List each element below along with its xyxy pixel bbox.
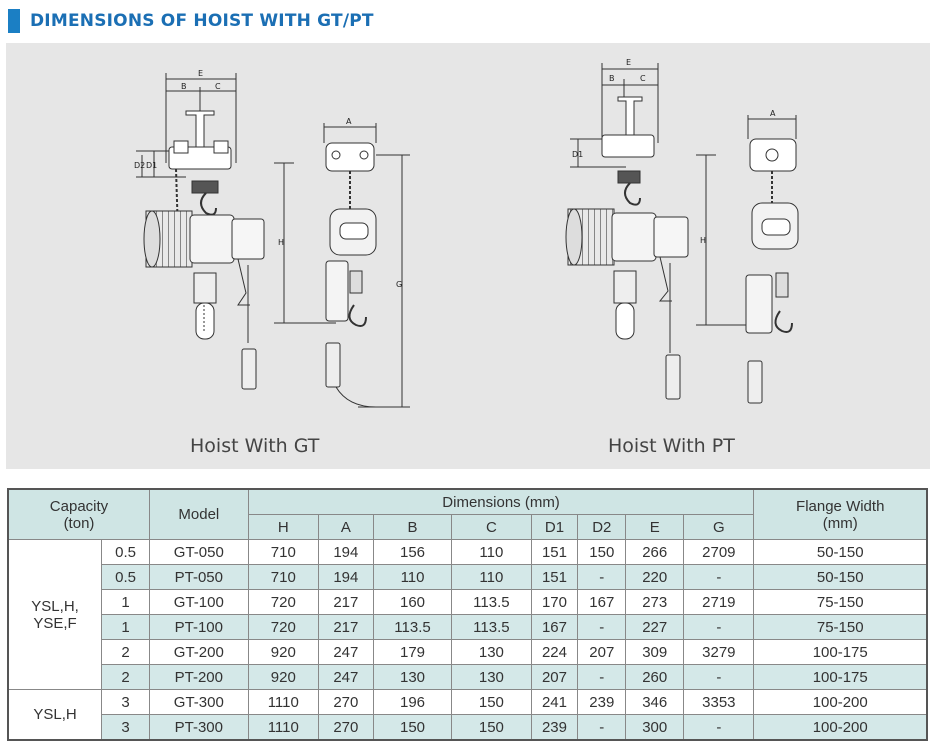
- table-cell: 207: [531, 665, 578, 690]
- table-cell: GT-200: [149, 640, 248, 665]
- table-cell: 151: [531, 540, 578, 565]
- table-cell: 3353: [684, 690, 754, 715]
- table-cell: -: [578, 665, 626, 690]
- pt-label-a: A: [770, 109, 776, 118]
- table-cell: 113.5: [452, 590, 531, 615]
- table-cell: GT-100: [149, 590, 248, 615]
- hoist-diagram: [6, 43, 930, 469]
- pt-front-view: [746, 115, 798, 403]
- table-cell: -: [578, 615, 626, 640]
- table-cell: 266: [626, 540, 684, 565]
- table-cell: 50-150: [754, 565, 927, 590]
- gt-side-view: [136, 73, 336, 389]
- table-cell: 720: [248, 590, 318, 615]
- table-cell: 207: [578, 640, 626, 665]
- table-cell: PT-300: [149, 715, 248, 741]
- table-cell: 0.5: [102, 540, 150, 565]
- table-cell: 239: [578, 690, 626, 715]
- table-cell: 710: [248, 540, 318, 565]
- table-row: [8, 640, 927, 665]
- table-cell: 224: [531, 640, 578, 665]
- table-cell: 346: [626, 690, 684, 715]
- header-dim-h: H: [248, 515, 318, 540]
- caption-hoist-gt: Hoist With GT: [190, 435, 320, 457]
- hoist-diagram-panel: [6, 43, 930, 469]
- table-cell: 920: [248, 640, 318, 665]
- table-cell: GT-050: [149, 540, 248, 565]
- pt-label-e: E: [626, 58, 632, 67]
- gt-front-view: [324, 123, 410, 407]
- header-dim-a: A: [318, 515, 373, 540]
- table-row: [8, 615, 927, 640]
- table-cell: 1110: [248, 715, 318, 741]
- gt-label-g: G: [396, 280, 403, 289]
- pt-label-b: B: [609, 74, 615, 83]
- table-cell: 130: [373, 665, 451, 690]
- header-flange-width: Flange Width (mm): [754, 489, 927, 540]
- table-cell: 241: [531, 690, 578, 715]
- table-cell: 150: [373, 715, 451, 741]
- table-cell: 100-175: [754, 640, 927, 665]
- table-cell: 1: [102, 615, 150, 640]
- table-row: [8, 565, 927, 590]
- table-cell: 150: [452, 715, 531, 741]
- table-cell: 270: [318, 715, 373, 741]
- table-cell: 273: [626, 590, 684, 615]
- table-cell: 196: [373, 690, 451, 715]
- table-cell: 220: [626, 565, 684, 590]
- table-row: [8, 715, 927, 741]
- header-accent-bar: [8, 9, 20, 33]
- header-dim-d1: D1: [531, 515, 578, 540]
- table-row: [8, 540, 927, 565]
- table-cell: 179: [373, 640, 451, 665]
- table-cell: 247: [318, 665, 373, 690]
- table-cell: 110: [452, 565, 531, 590]
- gt-label-a: A: [346, 117, 352, 126]
- table-cell: 2719: [684, 590, 754, 615]
- table-cell: 100-175: [754, 665, 927, 690]
- table-cell: 3279: [684, 640, 754, 665]
- table-cell: 100-200: [754, 690, 927, 715]
- header-model: Model: [149, 489, 248, 540]
- header-dim-b: B: [373, 515, 451, 540]
- table-cell: 75-150: [754, 615, 927, 640]
- table-cell: 194: [318, 540, 373, 565]
- section-title: DIMENSIONS OF HOIST WITH GT/PT: [30, 11, 374, 31]
- table-cell: 100-200: [754, 715, 927, 741]
- header-dimensions: Dimensions (mm): [248, 489, 754, 515]
- pt-label-d1: D1: [572, 150, 584, 159]
- table-cell: -: [578, 715, 626, 741]
- table-cell: -: [684, 565, 754, 590]
- header-dim-d2: D2: [578, 515, 626, 540]
- table-cell: 2: [102, 665, 150, 690]
- table-cell: PT-050: [149, 565, 248, 590]
- table-cell: 170: [531, 590, 578, 615]
- table-cell: 110: [452, 540, 531, 565]
- gt-label-c: C: [215, 82, 221, 91]
- section-header: [8, 8, 374, 34]
- table-cell: 75-150: [754, 590, 927, 615]
- table-cell: -: [684, 715, 754, 741]
- table-cell: 217: [318, 615, 373, 640]
- table-cell: -: [578, 565, 626, 590]
- gt-label-b: B: [181, 82, 187, 91]
- table-cell: PT-200: [149, 665, 248, 690]
- table-row: [8, 665, 927, 690]
- table-cell: 0.5: [102, 565, 150, 590]
- table-cell: 113.5: [373, 615, 451, 640]
- table-cell: 113.5: [452, 615, 531, 640]
- table-cell: 1: [102, 590, 150, 615]
- table-cell: 3: [102, 690, 150, 715]
- table-cell: 247: [318, 640, 373, 665]
- table-cell: 710: [248, 565, 318, 590]
- header-dim-c: C: [452, 515, 531, 540]
- table-cell: 217: [318, 590, 373, 615]
- series-group-cell: YSL,H, YSE,F: [8, 540, 102, 690]
- dimensions-table: [7, 488, 928, 741]
- table-cell: 160: [373, 590, 451, 615]
- table-row: [8, 590, 927, 615]
- table-cell: 260: [626, 665, 684, 690]
- table-cell: PT-100: [149, 615, 248, 640]
- table-cell: 3: [102, 715, 150, 741]
- pt-side-view: [566, 63, 762, 399]
- header-dim-g: G: [684, 515, 754, 540]
- table-cell: 920: [248, 665, 318, 690]
- table-cell: 50-150: [754, 540, 927, 565]
- header-dim-e: E: [626, 515, 684, 540]
- table-cell: -: [684, 665, 754, 690]
- table-cell: GT-300: [149, 690, 248, 715]
- table-cell: 239: [531, 715, 578, 741]
- table-cell: 150: [578, 540, 626, 565]
- table-cell: 227: [626, 615, 684, 640]
- pt-label-c: C: [640, 74, 646, 83]
- table-cell: 130: [452, 640, 531, 665]
- table-cell: 151: [531, 565, 578, 590]
- table-cell: 720: [248, 615, 318, 640]
- table-cell: 167: [531, 615, 578, 640]
- gt-label-d2: D2: [134, 161, 146, 170]
- table-cell: 2709: [684, 540, 754, 565]
- table-cell: 309: [626, 640, 684, 665]
- caption-hoist-pt: Hoist With PT: [608, 435, 735, 457]
- gt-label-e: E: [198, 69, 204, 78]
- series-group-cell: YSL,H: [8, 690, 102, 741]
- pt-label-h: H: [700, 236, 707, 245]
- table-cell: 194: [318, 565, 373, 590]
- table-cell: 130: [452, 665, 531, 690]
- table-cell: -: [684, 615, 754, 640]
- table-cell: 156: [373, 540, 451, 565]
- table-body: [8, 540, 927, 741]
- table-cell: 150: [452, 690, 531, 715]
- gt-label-d1: D1: [146, 161, 158, 170]
- header-capacity: Capacity (ton): [8, 489, 149, 540]
- table-cell: 1110: [248, 690, 318, 715]
- table-cell: 270: [318, 690, 373, 715]
- table-cell: 167: [578, 590, 626, 615]
- table-cell: 110: [373, 565, 451, 590]
- gt-label-h: H: [278, 238, 285, 247]
- table-row: [8, 690, 927, 715]
- table-cell: 300: [626, 715, 684, 741]
- table-cell: 2: [102, 640, 150, 665]
